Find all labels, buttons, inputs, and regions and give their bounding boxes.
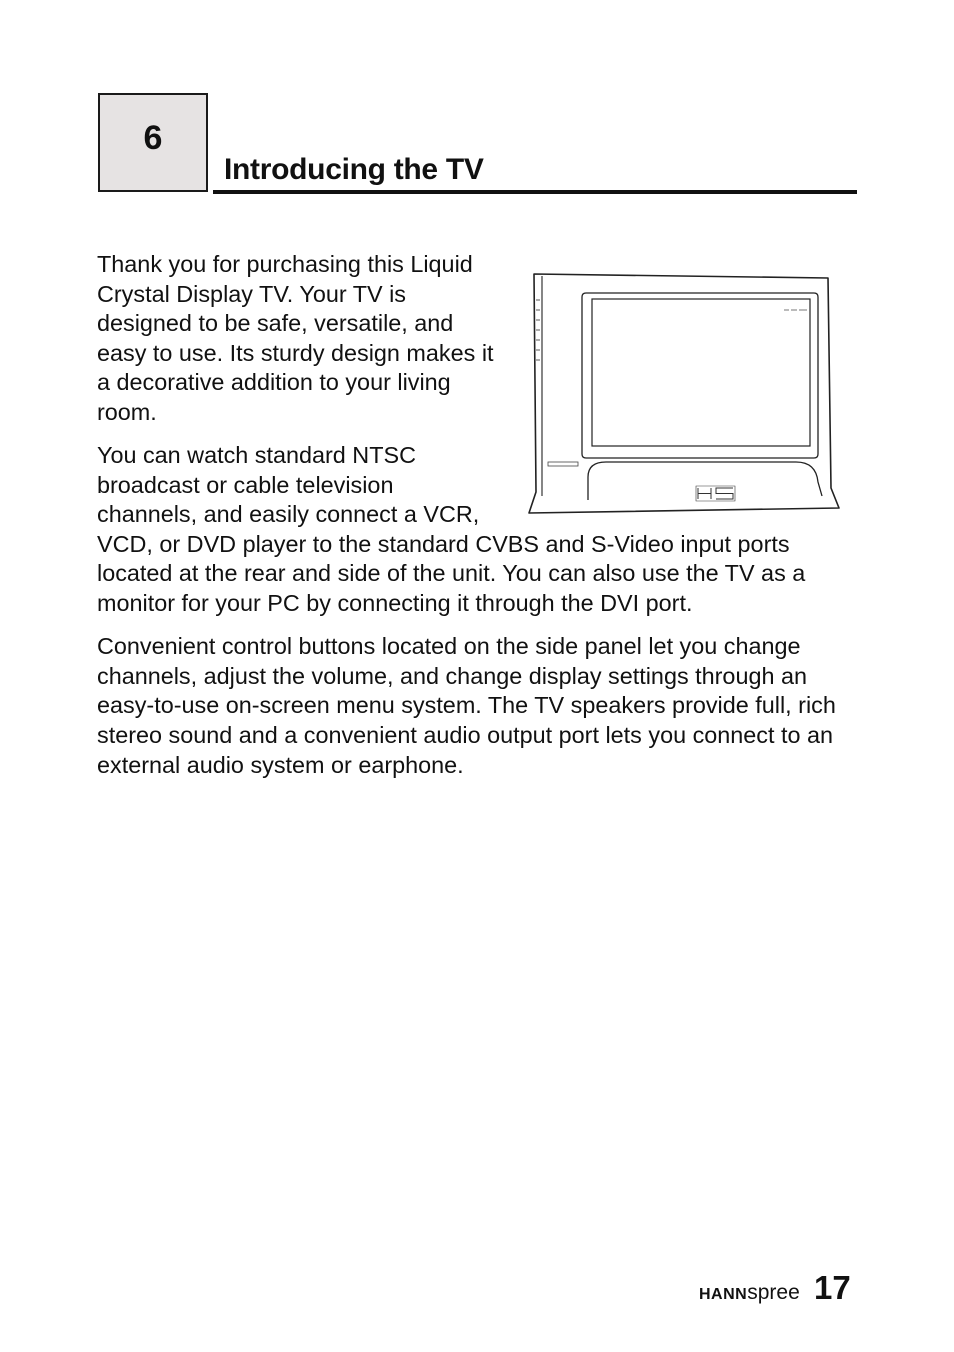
page-number: 17 bbox=[814, 1269, 851, 1306]
page-title: Introducing the TV bbox=[224, 153, 484, 186]
title-underline bbox=[213, 190, 857, 194]
chapter-number-box bbox=[98, 93, 208, 192]
connectivity-paragraph bbox=[97, 441, 857, 619]
body-text bbox=[97, 250, 857, 794]
chapter-number: 6 bbox=[143, 119, 163, 157]
connectivity-text: You can watch standard NTSC broadcast or cable television channels, and easily connect a VCR, VCD, or DVD player to the standard CVBS and S-Video input ports located at the rear and side of the unit. You can also use the TV as a monitor for your PC by connecting it through the DVI port. bbox=[97, 442, 806, 617]
intro-paragraph: Thank you for purchasing this Liquid Crystal Display TV. Your TV is designed to be safe, versatile, and easy to use. Its sturdy design makes it a decorative addition to your living room. bbox=[97, 251, 494, 425]
brand-logo-bold: HANN bbox=[699, 1286, 748, 1303]
brand-logo-light: spree bbox=[747, 1281, 800, 1304]
controls-paragraph: Convenient control buttons located on the side panel let you change channels, adjust the volume, and change display settings through an easy-to-use on-screen menu system. The TV speakers provide full, rich stereo sound and a convenient audio output port lets you connect to an external audio system or earphone. bbox=[97, 633, 836, 778]
brand-logo bbox=[699, 1278, 800, 1310]
